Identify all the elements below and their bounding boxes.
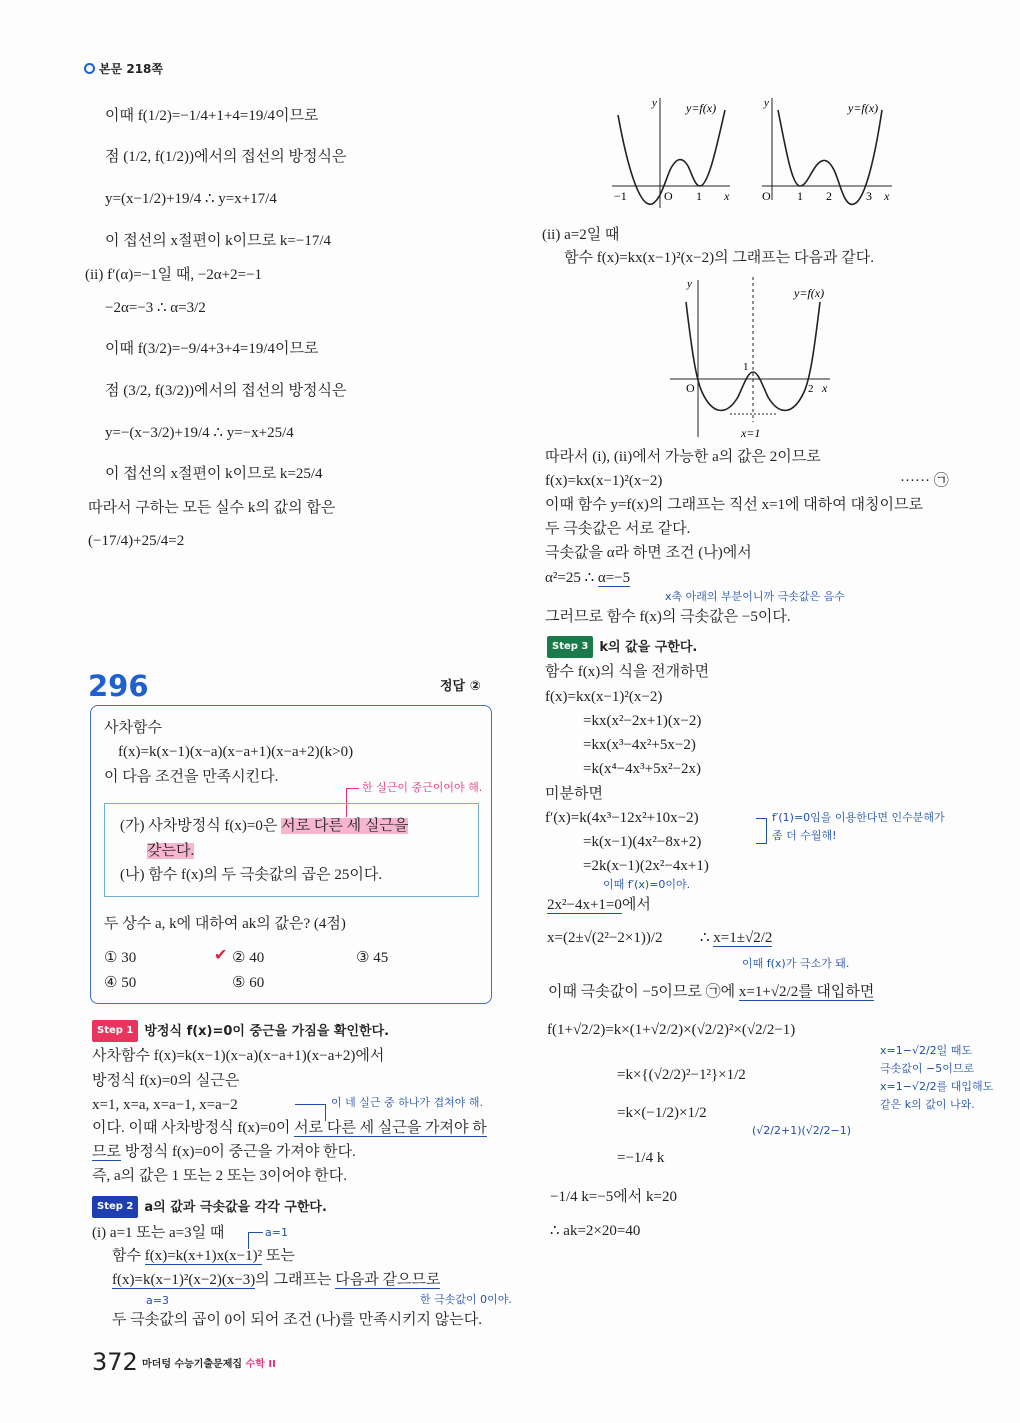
solution-line: −2α=−3 ∴ α=3/2 <box>105 300 206 316</box>
annotation-note: 극솟값이 −5이므로 <box>880 1062 975 1075</box>
tick-label: 3 <box>866 189 872 203</box>
underlined-text: 서로 다른 세 실근을 가져야 하 <box>294 1120 487 1136</box>
function-label: y=f(x) <box>794 286 825 300</box>
origin-label: O <box>664 189 673 203</box>
axis-label: y <box>764 97 769 109</box>
underlined-text: x=1+√2/2를 대입하면 <box>738 984 875 1000</box>
step3-heading <box>547 636 697 658</box>
underlined-text: f(x)=k(x−1)²(x−2)(x−3) <box>112 1272 256 1288</box>
solution-line: 두 극솟값의 곱이 0이 되어 조건 (나)를 만족시키지 않는다. <box>112 1312 483 1328</box>
page-reference <box>84 59 163 79</box>
solution-line: 따라서 구하는 모든 실수 k의 값의 합은 <box>88 500 336 516</box>
solution-line: =kx(x³−4x²+5x−2) <box>583 737 696 753</box>
origin-label: O <box>762 189 771 203</box>
tick-label: 1 <box>743 361 749 373</box>
reference-text: 본문 218쪽 <box>99 62 164 76</box>
annotation-note: x축 아래의 부분이니까 극솟값은 음수 <box>665 590 845 603</box>
answer-label: 정답 ② <box>440 679 481 694</box>
highlighted-text: 갖는다. <box>147 843 195 859</box>
solution-line: 함수 f(x)의 식을 전개하면 <box>545 664 710 680</box>
final-answer-line: ∴ ak=2×20=40 <box>550 1223 641 1239</box>
solution-line: f(1+√2/2)=k×(1+√2/2)×(√2/2)²×(√2/2−1) <box>547 1022 796 1038</box>
problem-number: 296 <box>88 669 149 703</box>
graph-a1 <box>612 97 730 208</box>
annotation-note: 좀 더 수월해! <box>772 829 837 842</box>
annotation-note: 이때 f′(x)=0이야. <box>603 878 691 891</box>
problem-function: f(x)=k(x−1)(x−a)(x−a+1)(x−a+2)(k>0) <box>118 744 354 760</box>
text: α²=25 ∴ <box>545 570 598 586</box>
annotation-note: 이 네 실근 중 하나가 겹쳐야 해. <box>331 1096 483 1109</box>
step1-title: 방정식 f(x)=0이 중근을 가짐을 확인한다. <box>144 1024 390 1039</box>
underlined-text: 므로 <box>92 1144 121 1160</box>
step3-title: k의 값을 구한다. <box>599 640 698 655</box>
function-label: y=f(x) <box>686 101 717 115</box>
solution-line: =k×(−1/2)×1/2 <box>617 1105 707 1121</box>
solution-line: 점 (1/2, f(1/2))에서의 접선의 방정식은 <box>105 149 347 165</box>
solution-line: f(x)=kx(x−1)²(x−2) <box>545 689 663 705</box>
choice-4[interactable]: ④ 50 <box>104 975 137 991</box>
solution-line: 함수 f(x)=kx(x−1)²(x−2)의 그래프는 다음과 같다. <box>564 250 874 266</box>
line-label: x=1 <box>741 426 761 440</box>
solution-line: 이 접선의 x절편이 k이므로 k=25/4 <box>105 466 323 482</box>
circle-bullet-icon <box>84 63 95 74</box>
annotation-note: 이때 f(x)가 극소가 돼. <box>742 957 850 970</box>
solution-line: (ii) f′(α)=−1일 때, −2α+2=−1 <box>85 267 263 283</box>
annotation-note: a=1 <box>265 1226 288 1239</box>
equation-tag: ······ ㉠ <box>900 473 949 489</box>
text: ∴ <box>700 930 714 946</box>
graph-a3 <box>762 97 892 204</box>
step2-title: a의 값과 극솟값을 각각 구한다. <box>144 1200 327 1215</box>
condition-ga-cont <box>147 841 194 861</box>
solution-line: x=1, x=a, x=a−1, x=a−2 <box>92 1097 238 1113</box>
problem-condition: 이 다음 조건을 만족시킨다. <box>104 769 279 785</box>
step1-heading <box>92 1020 389 1042</box>
book-name: 마더텅 수능기출문제집 <box>142 1359 243 1370</box>
solution-line <box>112 1246 295 1266</box>
solution-line: y=(x−1/2)+19/4 ∴ y=x+17/4 <box>105 191 277 207</box>
underlined-text: 2x²−4x+1=0 <box>547 897 622 913</box>
function-label: y=f(x) <box>848 101 879 115</box>
solution-line <box>92 1118 487 1138</box>
text: 또는 <box>262 1248 295 1264</box>
solution-line: f′(x)=k(4x³−12x²+10x−2) <box>545 810 699 826</box>
graph-a2 <box>660 272 850 442</box>
annotation-note: 같은 k의 값이 나와. <box>880 1098 975 1111</box>
solution-line: −1/4 k=−5에서 k=20 <box>550 1189 677 1205</box>
solution-line: (i) a=1 또는 a=3일 때 <box>92 1225 225 1241</box>
solution-line: =k×{(√2/2)²−1²}×1/2 <box>617 1067 746 1083</box>
solution-line: 방정식 f(x)=0의 실근은 <box>92 1073 240 1089</box>
solution-line: =2k(x−1)(2x²−4x+1) <box>583 858 709 874</box>
choice-5[interactable]: ⑤ 60 <box>232 975 265 991</box>
text: 이다. 이때 사차방정식 f(x)=0이 <box>92 1120 295 1136</box>
annotation-bracket <box>756 818 767 844</box>
graphs-a1-a3 <box>600 90 900 215</box>
text: 에서 <box>621 897 651 913</box>
subject-name: 수학 II <box>245 1359 276 1370</box>
solution-line: 즉, a의 값은 1 또는 2 또는 3이어야 한다. <box>92 1168 348 1184</box>
tick-label: −1 <box>614 189 627 203</box>
underlined-text: x=1±√2/2 <box>713 930 773 946</box>
choice-1[interactable]: ① 30 <box>104 950 137 966</box>
annotation-note: x=1−√2/2를 대입해도 <box>880 1080 994 1093</box>
highlighted-text: 서로 다른 세 실근을 <box>281 818 409 834</box>
solution-line <box>700 928 772 948</box>
tick-label: 2 <box>826 189 832 203</box>
solution-line: 두 극솟값은 서로 같다. <box>545 521 691 537</box>
solution-line: 따라서 (i), (ii)에서 가능한 a의 값은 2이므로 <box>545 449 821 465</box>
annotation-note: 한 실근이 중근이어야 해. <box>362 781 483 794</box>
origin-label: O <box>686 381 695 395</box>
solution-line: 미분하면 <box>545 786 603 802</box>
annotation-note: 한 극솟값이 0이야. <box>420 1293 512 1306</box>
text: 함수 <box>112 1248 145 1264</box>
condition-na: (나) 함수 f(x)의 두 극솟값의 곱은 25이다. <box>120 867 383 883</box>
axis-label: x <box>724 189 730 203</box>
text: 이때 극솟값이 −5이므로 ㉠에 <box>548 984 739 1000</box>
solution-line <box>547 895 651 915</box>
solution-line: =k(x⁴−4x³+5x²−2x) <box>583 761 702 777</box>
problem-intro: 사차함수 <box>104 720 162 736</box>
condition-text: (가) 사차방정식 f(x)=0은 <box>120 818 282 834</box>
solution-line <box>92 1142 356 1162</box>
solution-line: x=(2±√(2²−2×1))/2 <box>547 930 663 946</box>
axis-label: y <box>652 97 657 109</box>
solution-line: =kx(x²−2x+1)(x−2) <box>583 713 702 729</box>
solution-line: 극솟값을 α라 하면 조건 (나)에서 <box>545 545 752 561</box>
solution-line: 사차함수 f(x)=k(x−1)(x−a)(x−a+1)(x−a+2)에서 <box>92 1048 385 1064</box>
annotation-note: a=3 <box>146 1294 169 1307</box>
page-number: 372 <box>92 1348 138 1376</box>
solution-line: 이때 함수 y=f(x)의 그래프는 직선 x=1에 대하여 대칭이므로 <box>545 497 923 513</box>
solution-line: y=−(x−3/2)+19/4 ∴ y=−x+25/4 <box>105 425 294 441</box>
text: 방정식 f(x)=0이 중근을 가져야 한다. <box>120 1144 356 1160</box>
annotation-note: x=1−√2/2일 때도 <box>880 1044 973 1057</box>
solution-line: 이 접선의 x절편이 k이므로 k=−17/4 <box>105 233 331 249</box>
solution-line: (ii) a=2일 때 <box>542 227 620 243</box>
underlined-text: α=−5 <box>597 570 631 586</box>
annotation-note: f′(1)=0임을 이용한다면 인수분해가 <box>772 811 945 824</box>
solution-line <box>112 1270 440 1290</box>
solution-line: 이때 f(1/2)=−1/4+1+4=19/4이므로 <box>105 108 319 124</box>
choice-3[interactable]: ③ 45 <box>356 950 389 966</box>
check-mark-icon: ✔ <box>214 947 228 964</box>
step1-badge: Step 1 <box>92 1020 138 1042</box>
step2-badge: Step 2 <box>92 1196 138 1218</box>
solution-line <box>545 568 630 588</box>
question-text: 두 상수 a, k에 대하여 ak의 값은? (4점) <box>104 916 346 932</box>
underlined-text: f(x)=k(x+1)x(x−1)² <box>144 1248 263 1264</box>
tick-label: 2 <box>808 383 814 395</box>
annotation-note: (√2/2+1)(√2/2−1) <box>752 1124 852 1137</box>
solution-line: =k(x−1)(4x²−8x+2) <box>583 834 702 850</box>
solution-line: =−1/4 k <box>617 1150 665 1166</box>
equation-marked: f(x)=kx(x−1)²(x−2) <box>545 473 663 489</box>
condition-ga <box>120 816 408 836</box>
solution-line: 이때 f(3/2)=−9/4+3+4=19/4이므로 <box>105 341 319 357</box>
underlined-text: 다음과 같으므로 <box>335 1272 441 1288</box>
tick-label: 1 <box>797 189 803 203</box>
solution-line: (−17/4)+25/4=2 <box>88 533 185 549</box>
axis-label: y <box>687 278 692 290</box>
book-title <box>142 1355 276 1375</box>
choice-2[interactable]: ② 40 <box>232 950 265 966</box>
axis-label: x <box>822 381 828 395</box>
solution-line <box>548 982 874 1002</box>
axis-label: x <box>884 189 890 203</box>
text: 의 그래프는 <box>255 1272 336 1288</box>
solution-line: 그러므로 함수 f(x)의 극솟값은 −5이다. <box>545 609 791 625</box>
solution-line: 점 (3/2, f(3/2))에서의 접선의 방정식은 <box>105 383 347 399</box>
step3-badge: Step 3 <box>547 636 593 658</box>
tick-label: 1 <box>696 189 702 203</box>
step2-heading <box>92 1196 327 1218</box>
